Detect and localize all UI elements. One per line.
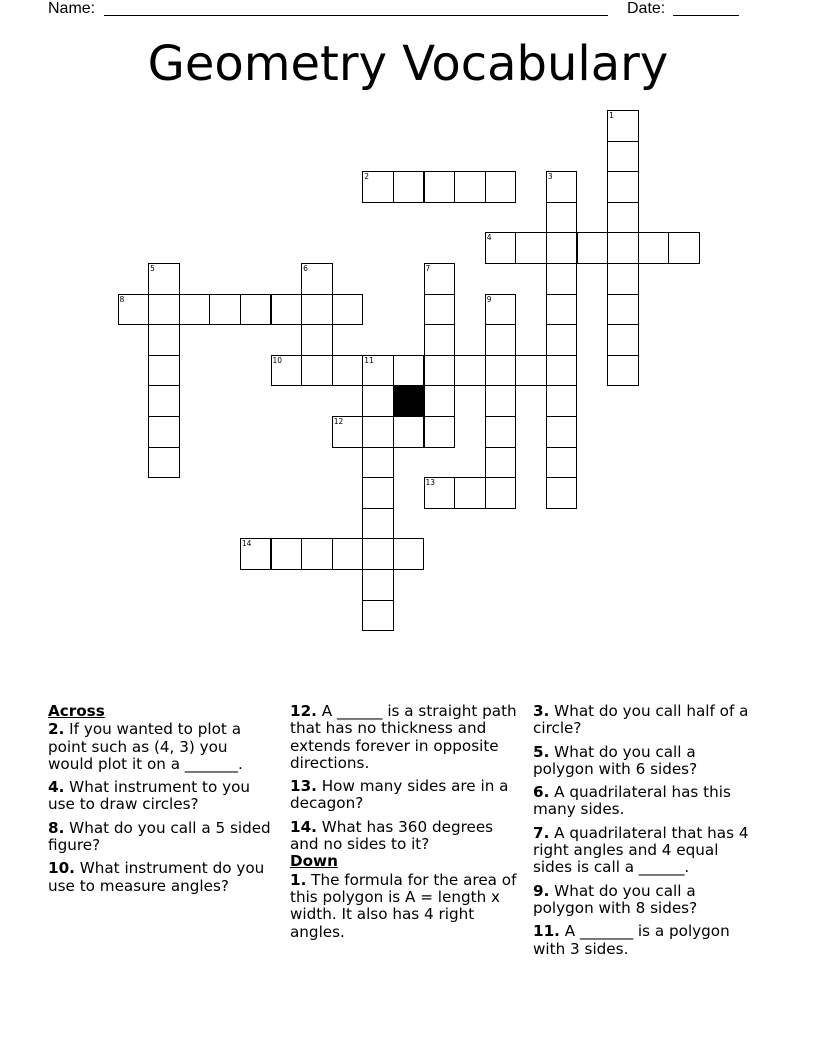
crossword-cell[interactable]: [271, 294, 303, 326]
crossword-cell[interactable]: [546, 202, 578, 234]
cell-number: 11: [364, 355, 374, 365]
crossword-cell[interactable]: [546, 232, 578, 264]
crossword-cell[interactable]: [546, 416, 578, 448]
crossword-cell[interactable]: [454, 171, 486, 203]
crossword-cell[interactable]: [118, 294, 150, 326]
crossword-cell[interactable]: [546, 355, 578, 387]
crossword-cell[interactable]: [240, 538, 272, 570]
clue-column-2: [290, 703, 518, 947]
crossword-cell[interactable]: [362, 508, 394, 540]
crossword-cell[interactable]: [485, 232, 517, 264]
name-field[interactable]: [104, 15, 608, 16]
clue-down-11: 11. A _______ is a polygon with 3 sides.: [533, 922, 730, 958]
clue-across-10: 10. What instrument do you use to measure angles?: [48, 859, 265, 895]
cell-number: 10: [272, 355, 283, 365]
crossword-cell[interactable]: [607, 324, 639, 356]
cell-number: 7: [425, 264, 431, 273]
crossword-cell[interactable]: [301, 294, 333, 326]
crossword-cell[interactable]: [485, 447, 517, 479]
crossword-cell[interactable]: [332, 416, 364, 448]
crossword-cell[interactable]: [485, 416, 517, 448]
crossword-cell[interactable]: [424, 294, 456, 326]
crossword-cell[interactable]: [607, 263, 639, 295]
crossword-cell[interactable]: [546, 477, 578, 509]
clue-across-14: 14. What has 360 degrees and no sides to it?: [290, 817, 494, 854]
down-heading: Down: [290, 852, 338, 871]
crossword-cell[interactable]: [362, 538, 394, 570]
cell-number: 9: [486, 294, 492, 304]
crossword-cell[interactable]: [148, 294, 180, 326]
crossword-cell[interactable]: [148, 385, 180, 417]
crossword-cell[interactable]: [515, 232, 547, 264]
crossword-cell[interactable]: [271, 538, 303, 570]
crossword-cell[interactable]: [546, 263, 578, 295]
crossword-cell[interactable]: [607, 110, 639, 142]
crossword-cell[interactable]: [546, 385, 578, 417]
crossword-cell[interactable]: [271, 355, 303, 387]
crossword-cell[interactable]: [607, 141, 639, 173]
page-title: Geometry Vocabulary: [147, 36, 669, 92]
cell-number: 2: [364, 172, 370, 182]
clue-down-3: 3. What do you call half of a circle?: [533, 702, 749, 738]
crossword-cell[interactable]: [301, 324, 333, 356]
cell-number: 13: [425, 478, 436, 488]
crossword-cell[interactable]: [393, 171, 425, 203]
cell-number: 3: [547, 172, 553, 182]
cell-number: 14: [241, 539, 252, 549]
crossword-cell[interactable]: [424, 355, 456, 387]
crossword-cell[interactable]: [148, 355, 180, 387]
crossword-cell[interactable]: [362, 569, 394, 601]
crossword-cell[interactable]: [301, 538, 333, 570]
date-label: Date:: [627, 0, 666, 17]
crossword-cell[interactable]: [393, 416, 425, 448]
crossword-cell[interactable]: [546, 171, 578, 203]
across-heading: Across: [48, 702, 105, 720]
cell-number: 4: [486, 233, 492, 243]
clue-down-1: 1. The formula for the area of this polygon is A = length x width. It also has 4 right angles.: [290, 870, 517, 941]
crossword-cell[interactable]: [607, 171, 639, 203]
crossword-cell[interactable]: [607, 355, 639, 387]
name-label: Name:: [48, 0, 96, 17]
crossword-cell[interactable]: [577, 232, 609, 264]
crossword-cell[interactable]: [668, 232, 700, 264]
clue-down-5: 5. What do you call a polygon with 6 sides?: [533, 742, 698, 778]
crossword-cell[interactable]: [607, 232, 639, 264]
cell-number: 12: [333, 417, 344, 426]
crossword-cell[interactable]: [240, 294, 272, 326]
crossword-cell[interactable]: [485, 355, 517, 387]
crossword-cell[interactable]: [179, 294, 211, 326]
crossword-cell[interactable]: [424, 385, 456, 417]
clue-column-3: [533, 703, 761, 964]
crossword-cell[interactable]: [546, 324, 578, 356]
crossword-cell[interactable]: [485, 324, 517, 356]
clue-down-6: 6. A quadrilateral has this many sides.: [533, 783, 731, 819]
crossword-cell[interactable]: [362, 477, 394, 509]
clue-across-13: 13. How many sides are in a decagon?: [290, 777, 509, 813]
crossword-cell[interactable]: [454, 477, 486, 509]
clue-across-8: 8. What do you call a 5 sided figure?: [48, 818, 271, 855]
crossword-block-cell: [393, 385, 425, 417]
crossword-cell[interactable]: [485, 385, 517, 417]
crossword-cell[interactable]: [485, 477, 517, 509]
crossword-cell[interactable]: [332, 294, 364, 326]
clue-across-2: 2. If you wanted to plot a point such as (4, 3) you would plot it on a _______.: [48, 720, 243, 773]
clue-across-12: 12. A ______ is a straight path that has no thickness and extends forever in opposite directions.: [290, 702, 517, 772]
crossword-cell[interactable]: [332, 355, 364, 387]
crossword-cell[interactable]: [301, 263, 333, 295]
crossword-cell[interactable]: [362, 385, 394, 417]
cell-number: 8: [119, 294, 125, 304]
crossword-cell[interactable]: [485, 171, 517, 203]
crossword-cell[interactable]: [424, 477, 456, 509]
crossword-cell[interactable]: [424, 263, 456, 295]
clue-across-4: 4. What instrument to you use to draw circles?: [48, 778, 251, 814]
crossword-cell[interactable]: [362, 355, 394, 387]
crossword-cell[interactable]: [209, 294, 241, 326]
crossword-cell[interactable]: [515, 355, 547, 387]
crossword-cell[interactable]: [301, 355, 333, 387]
crossword-cell[interactable]: [454, 355, 486, 387]
crossword-cell[interactable]: [424, 171, 456, 203]
date-field[interactable]: [673, 15, 739, 16]
crossword-cell[interactable]: [393, 538, 425, 570]
crossword-cell[interactable]: [546, 447, 578, 479]
crossword-cell[interactable]: [607, 202, 639, 234]
crossword-cell[interactable]: [362, 416, 394, 448]
cell-number: 6: [303, 264, 308, 273]
crossword-cell[interactable]: [362, 447, 394, 479]
crossword-cell[interactable]: [546, 294, 578, 326]
crossword-cell[interactable]: [332, 538, 364, 570]
crossword-cell[interactable]: [393, 355, 425, 387]
clue-down-9: 9. What do you call a polygon with 8 sides?: [533, 881, 698, 917]
crossword-cell[interactable]: [148, 263, 180, 295]
clue-column-1: [48, 703, 276, 901]
crossword-cell[interactable]: [148, 416, 180, 448]
crossword-cell[interactable]: [485, 294, 517, 326]
crossword-cell[interactable]: [424, 416, 456, 448]
crossword-cell[interactable]: [362, 600, 394, 632]
crossword-cell[interactable]: [424, 324, 456, 356]
cell-number: 5: [150, 264, 155, 273]
crossword-cell[interactable]: [148, 324, 180, 356]
crossword-cell[interactable]: [638, 232, 670, 264]
crossword-cell[interactable]: [148, 447, 180, 479]
crossword-cell[interactable]: [607, 294, 639, 326]
cell-number: 1: [609, 111, 614, 120]
crossword-cell[interactable]: [362, 171, 394, 203]
clue-down-7: 7. A quadrilateral that has 4 right angles and 4 equal sides is call a ______.: [533, 823, 749, 877]
